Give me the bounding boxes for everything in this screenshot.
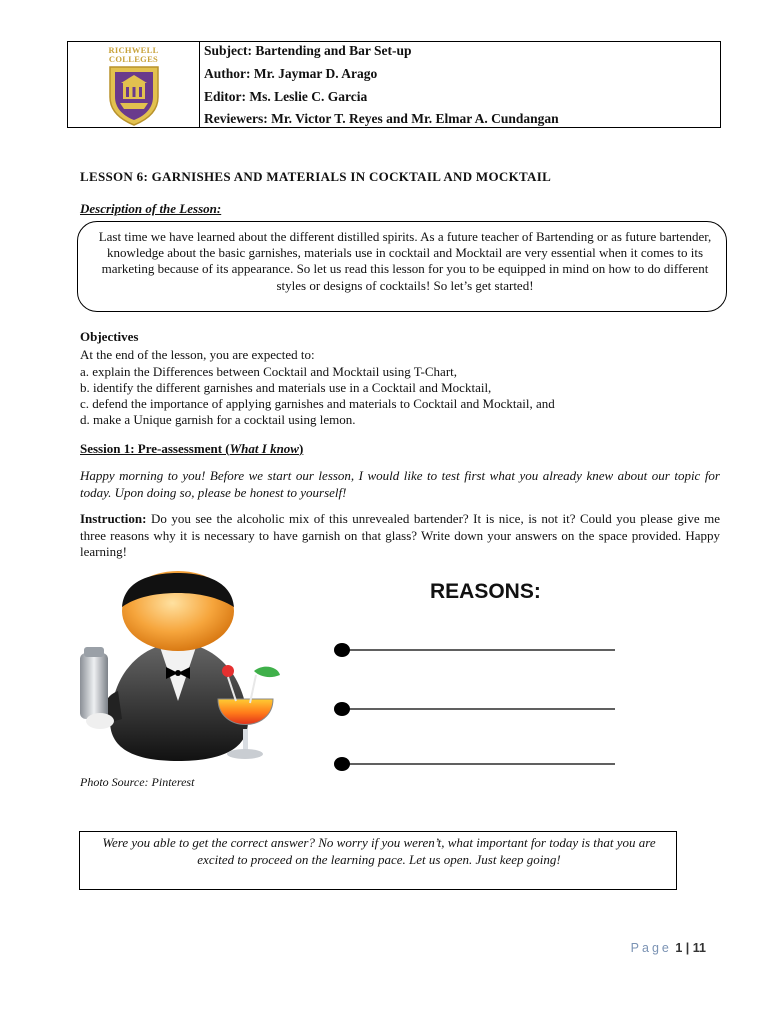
logo-cell	[68, 42, 200, 127]
page-total: 11	[692, 941, 706, 955]
objective-item: b. identify the different garnishes and materials use in a Cocktail and Mocktail,	[80, 380, 492, 395]
answer-lines	[330, 640, 620, 775]
author-line: Author: Mr. Jaymar D. Arago	[204, 66, 378, 81]
lesson-title: LESSON 6: GARNISHES AND MATERIALS IN COCKTAIL AND MOCKTAIL	[80, 169, 552, 184]
answer-line-2[interactable]	[334, 702, 615, 716]
page-label: Page	[630, 941, 672, 955]
session-intro: Happy morning to you! Before we start our lesson, I would like to test first what you already knew about our topic for today. Upon doing so, please be honest to yourself!	[80, 468, 720, 500]
header-table	[67, 41, 721, 128]
page-separator: |	[685, 941, 690, 955]
reviewers-line: Reviewers: Mr. Victor T. Reyes and Mr. Elmar A. Cundangan	[204, 111, 559, 126]
reasons-title: REASONS:	[430, 580, 541, 603]
answer-line-3[interactable]	[334, 757, 615, 771]
college-crest-icon	[106, 63, 162, 127]
description-heading: Description of the Lesson:	[80, 201, 222, 216]
bartender-illustration	[78, 571, 283, 771]
objective-item: a. explain the Differences between Cocktail and Mocktail using T-Chart,	[80, 364, 458, 379]
description-text: Last time we have learned about the different distilled spirits. As a future teacher of Bartending or as future bartender, knowledge about the basic garnishes, materials use in cocktail and Mocktail are very essential when it comes to its marketing because of its appearance. So let us read this lesson for you to be equipped in mind on how to do different styles or designs of cocktails! So let’s get started!	[98, 229, 712, 293]
session-heading: Session 1: Pre-assessment (What I know)	[80, 441, 304, 456]
page-current: 1	[675, 941, 683, 955]
instruction-paragraph: Instruction: Do you see the alcoholic mix of this unrevealed bartender? It is nice, is not it? Could you please give me three reasons why it is necessary to have garnish on that glass? Write down your answers on the space provided. Happy learning!	[80, 511, 720, 559]
objectives-heading: Objectives	[80, 329, 139, 344]
photo-source: Photo Source: Pinterest	[80, 775, 195, 789]
objective-item: d. make a Unique garnish for a cocktail using lemon.	[80, 412, 356, 427]
page-number	[631, 941, 706, 955]
editor-line: Editor: Ms. Leslie C. Garcia	[204, 89, 368, 104]
answer-line-1[interactable]	[334, 643, 615, 657]
closing-text: Were you able to get the correct answer? No worry if you weren’t, what important for today is that you are excited to proceed on the learning pace. Let us open. Just keep going!	[102, 835, 656, 867]
logo-text-richwell: RICHWELL	[108, 45, 159, 55]
objectives-intro: At the end of the lesson, you are expected to:	[80, 347, 315, 362]
subject-line: Subject: Bartending and Bar Set-up	[204, 43, 412, 58]
objective-item: c. defend the importance of applying garnishes and materials to Cocktail and Mocktail, and	[80, 396, 555, 411]
logo-text-colleges: COLLEGES	[108, 54, 159, 64]
